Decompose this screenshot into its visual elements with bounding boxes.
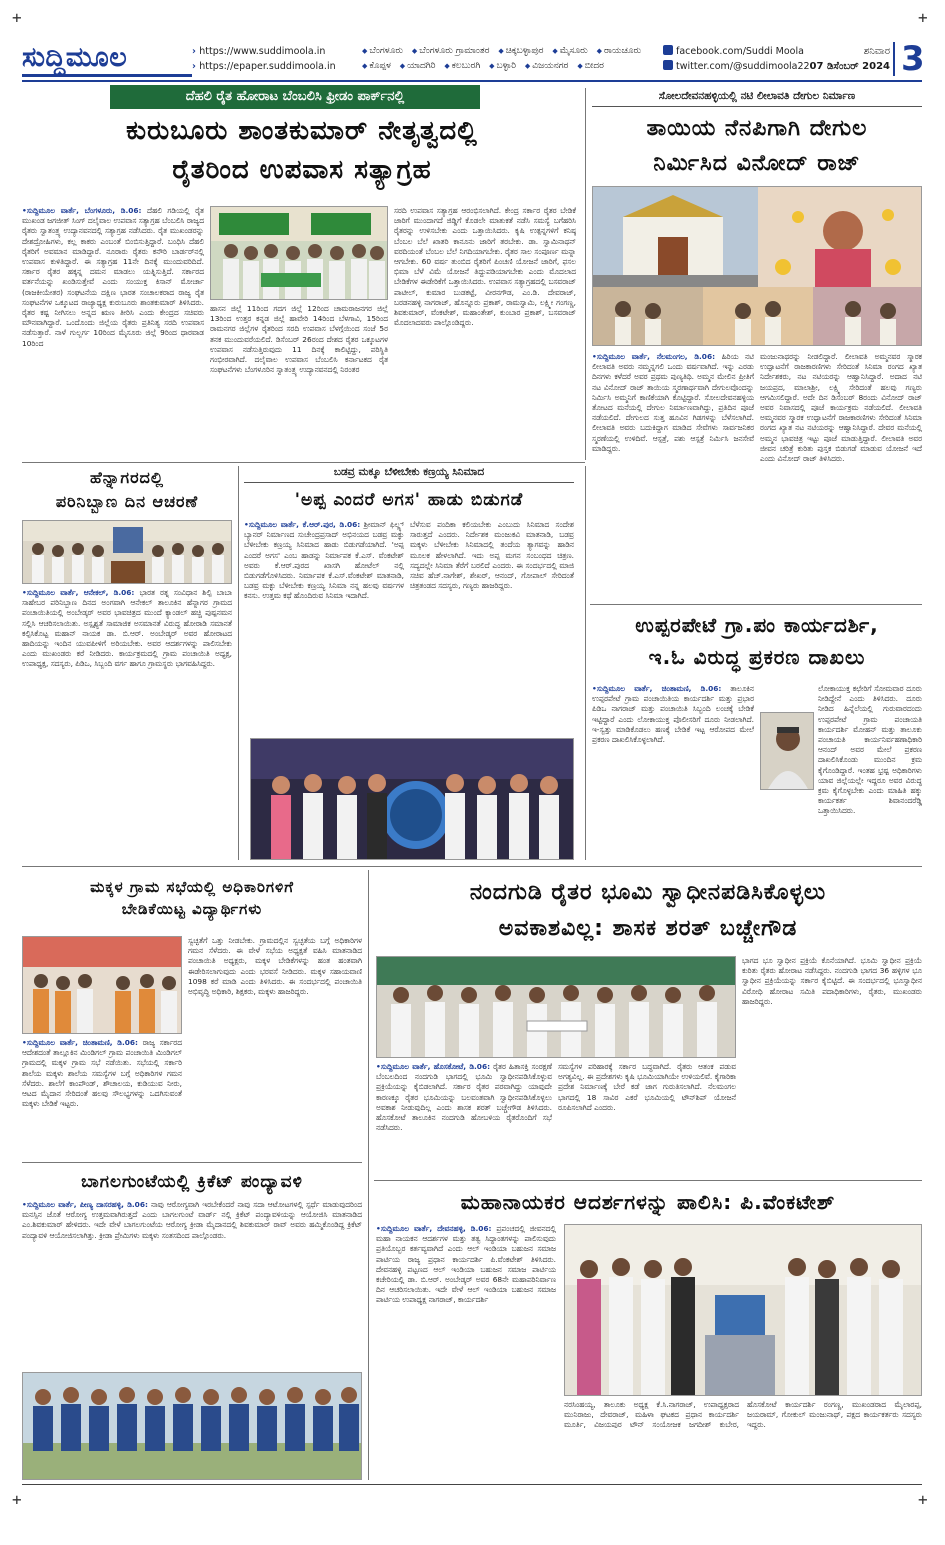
city-item: ◆ ಯಾದಗಿರಿ <box>400 61 436 71</box>
registration-mark: + <box>12 8 22 27</box>
story6-column-1 <box>22 1038 182 1154</box>
story7-body <box>22 1200 362 1364</box>
story3-byline: •ಸುದ್ದಿಮೂಲ ವಾರ್ತೆ, ಆನೇಕಲ್, ಡಿ.06: <box>22 588 135 597</box>
story7-headline: ಬಾಗಲಗುಂಟೆಯಲ್ಲಿ ಕ್ರಿಕೆಟ್ ಪಂದ್ಯಾವಳಿ <box>81 1172 303 1192</box>
story8-column-2: ಸಮಸ್ಯೆಗಳ ಪರಿಹಾರಕ್ಕೆ ಸರ್ಕಾರ ಬದ್ಧವಾಗಿದೆ. ರೈತರು ಆತಂಕ ಪಡುವ ಅಗತ್ಯವಿಲ್ಲ. ಈ ಪ್ರದೇಶಗಳು ಕೃಷಿ ಭೂಮಿಯಾಗಿಯೇ ಉಳಿಯಲಿವೆ. ಕೈಗಾರಿಕಾ ಪ್ರದೇಶ ನಿರ್ಮಾಣಕ್ಕೆ ಬೇರೆ ಕಡೆ ಜಾಗ ಗುರುತಿಸಲಾಗಿದೆ. ನೆಲಮಂಗಲ ಭಾಗದಲ್ಲಿ 18 ಸಾವಿರ ಎಕರೆ ಭೂಮಿಯಲ್ಲಿ ಟೌನ್‌ಶಿಪ್ ಯೋಜನೆ ರೂಪಿಸಲಾಗಿದೆ ಎಂದರು. <box>558 1062 736 1112</box>
story8-photo <box>376 956 736 1058</box>
story8-byline: •ಸುದ್ದಿಮೂಲ ವಾರ್ತೆ, ಹೊಸಕೋಟೆ, ಡಿ.06: <box>376 1062 491 1071</box>
story2-headline-line1: ತಾಯಿಯ ನೆನಪಿಗಾಗಿ ದೇಗುಲ <box>646 116 868 141</box>
page-bottom-rule <box>22 1484 922 1485</box>
ambedkar-anniversary-photo <box>565 1225 922 1396</box>
city-item: ◆ ಬೆಂಗಳೂರು ಗ್ರಾಮಾಂತರ <box>412 46 490 56</box>
story2-column-2: ಮಂಜುನಾಥರನ್ನು ನೀಡಲಿದ್ದಾರೆ. ಲೀಲಾವತಿ ಅಮ್ಮನವರ ಸ್ಮಾರಕ ಉದ್ಘಾಟನೆಗೆ ರಾಜಕಾರಣಿಗಳು ಸೇರಿದಂತೆ ಸಿನಿಮಾ ರಂಗದ ಖ್ಯಾತ ನಿರ್ದೇಶಕರು, ನಟ ನಟಿಯರನ್ನು ಆಹ್ವಾನಿಸಿದ್ದಾರೆ. ಅದಾದ ನಟಿ ಜಯಪ್ರದ, ಮಾಲಾಶ್ರೀ, ಲಕ್ಷ್ಮಿ ಸೇರಿದಂತೆ ಹಲವು ಗಣ್ಯರು ಆಗಮಿಸಲಿದ್ದಾರೆ. ಅದೇ ದಿನ ಡಿಸೆಂಬರ್ 8ರಂದು ವಿನೋದ್ ರಾಜ್ ಅವರ ನಿವಾಸದಲ್ಲಿ ಪೂಜೆ ಕಾರ್ಯಕ್ರಮ ನಡೆಯಲಿದೆ. ಲೀಲಾವತಿ ಅಮ್ಮನವರ ಸ್ಮಾರಕ ಉದ್ಘಾಟನೆಗೆ ರಾಜಕಾರಣಿಗಳು ಸೇರಿದಂತೆ ಸಿನಿಮಾ ರಂಗದ ಖ್ಯಾತ ನಟ ನಟಿಯರನ್ನು ಆಹ್ವಾನಿಸಿದ್ದಾರೆ. ದೇವರ ಮನೆಯಲ್ಲಿ ಅಮ್ಮನ ಭಾವಚಿತ್ರ ಇಟ್ಟು ಪೂಜೆ ಮಾಡುತ್ತಿದ್ದಾರೆ. ಲೀಲಾವತಿ ಅವರ ಜೀವನ ಚರಿತ್ರೆ ಕುರಿತು ಪುಸ್ತಕ ಬಿಡುಗಡೆ ಮಾಡುವ ಯೋಜನೆ ಇದೆ ಎಂದು ವಿನೋದ್ ರಾಜ್ ತಿಳಿಸಿದರು. <box>760 352 922 464</box>
issue-date-text: 07 ಡಿಸೆಂಬರ್ 2024 <box>809 61 890 72</box>
story4-headline: 'ಅಪ್ಪ ಎಂದರೆ ಅಗಸ' ಹಾಡು ಬಿಡುಗಡೆ <box>294 490 524 510</box>
issue-date <box>810 44 890 74</box>
story5-headline-line2: ಇ.ಓ ವಿರುದ್ಧ ಪ್ರಕರಣ ದಾಖಲು <box>648 645 866 669</box>
complainant-portrait <box>761 713 814 790</box>
logo-underline <box>22 74 192 77</box>
divider <box>22 462 585 463</box>
registration-mark: + <box>918 8 928 27</box>
divider <box>368 870 369 1480</box>
story2-column-1 <box>592 352 754 604</box>
story1-photo <box>210 206 388 300</box>
story8-column-1 <box>376 1062 552 1174</box>
divider <box>238 466 239 860</box>
story5-column-1 <box>592 684 754 860</box>
story3-headline-line2: ಪರಿನಿಬ್ಬಾಣ ದಿನ ಆಚರಣೆ <box>55 492 199 511</box>
story6-byline: •ಸುದ್ದಿಮೂಲ ವಾರ್ತೆ, ಚಿಂತಾಮಣಿ, ಡಿ.06: <box>22 1038 139 1047</box>
city-item: ◆ ಚಿಕ್ಕಬಳ್ಳಾಪುರ <box>498 46 543 56</box>
issue-day: ಶನಿವಾರ <box>863 46 890 57</box>
story9-column-1 <box>376 1224 556 1480</box>
story8-headline-line1: ನಂದಗುಡಿ ರೈತರ ಭೂಮಿ ಸ್ವಾಧೀನಪಡಿಸಿಕೊಳ್ಳಲು <box>469 880 827 905</box>
story1-kicker: ದೆಹಲಿ ರೈತ ಹೋರಾಟ ಬೆಂಬಲಿಸಿ ಫ್ರೀಡಂ ಪಾರ್ಕ್‌ನಲ್ಲಿ <box>110 85 480 109</box>
story5-photo <box>760 712 814 790</box>
twitter-icon <box>663 60 673 70</box>
city-item: ◆ ಕಲಬುರಗಿ <box>444 61 480 71</box>
story1-column-2: ಹಾಸನ ಜಿಲ್ಲೆ 11ರಿಂದ ಗದಗ ಜಿಲ್ಲೆ 12ರಿಂದ ಚಾಮರಾಜನಗರ ಜಿಲ್ಲೆ 13ರಿಂದ ಉತ್ತರ ಕನ್ನಡ ಜಿಲ್ಲೆ ಹಾವೇರಿ 14ರಿಂದ ಬೆಳಗಾವಿ, 15ರಿಂದ ರಾಮನಗರ ಜಿಲ್ಲೆಗಳ ರೈತರಿಂದ ಸರದಿ ಉಪವಾಸ ಬೆಳಗ್ಗೆಯಿಂದ ಸಂಜೆ 5ರ ತನಕ ಮುಂದುವರೆಯಲಿದೆ. ಡಿಸೆಂಬರ್ 26ರಂದ ದೇಶದ ರೈತರ ಒಕ್ಕೂಟಗಳ ಉಪವಾಸ ನಡೆಸುತ್ತಿರುವುದು 11 ದಿನಕ್ಕೆ ಕಾಲಿಟ್ಟಿದ್ದು, ಪರಿಸ್ಥಿತಿ ಗಂಭೀರವಾಗಿದೆ. ದಲೈವಾಲ ಉಪವಾಸ ಬೆಂಬಲಿಸಿ ಕರ್ನಾಟಕದ ರೈತ ಸಂಘಟನೆಗಳು ಬೆಂಗಳೂರಿನ ಸ್ವಾತಂತ್ರ್ಯ ಉದ್ಯಾನವನದಲ್ಲಿ ನಿರಂತರ <box>210 304 388 375</box>
story5-column-2: ಲೋಕಾಯುಕ್ತ ಕಛೇರಿಗೆ ಸೋಮವಾರ ದೂರು ನೀಡಿದ್ದೇನೆ ಎಂದು ತಿಳಿಸಿದರು. ದೂರು ನೀಡಿದ ಹಿನ್ನೆಲೆಯಲ್ಲಿ ಗುರುವಾರದಂದು ಉಪ್ಪರಪೇಟೆ ಗ್ರಾಮ ಪಂಚಾಯತಿ ಕಾರ್ಯದರ್ಶಿ ಮೋಹನ್ ಮತ್ತು ತಾಲೂಕು ಪಂಚಾಯತಿ ಕಾರ್ಯನಿರ್ವಹಣಾಧಿಕಾರಿ ಆನಂದ್ ಅವರ ಮೇಲೆ ಪ್ರಕರಣ ದಾಖಲಿಸಿಕೊಂಡು ಮುಂದಿನ ಕ್ರಮ ಕೈಗೊಂಡಿದ್ದಾರೆ. ಇಂತಹ ಭ್ರಷ್ಟ ಅಧಿಕಾರಿಗಳು ಯಾವ ಜಿಲ್ಲೆಯಲ್ಲೇ ಇದ್ದರೂ ಅವರ ವಿರುದ್ಧ ಕ್ರಮ ಕೈಗೊಳ್ಳಬೇಕು ಎಂದು ಮಾಹಿತಿ ಹಕ್ಕು ಕಾರ್ಯಕರ್ತ ಶಿವಾನಂದರೆಡ್ಡಿ ಒತ್ತಾಯಿಸಿದರು. <box>818 684 922 816</box>
story1-headline-line1: ಕುರುಬೂರು ಶಾಂತಕುಮಾರ್ ನೇತೃತ್ವದಲ್ಲಿ <box>126 116 478 146</box>
story9-photo <box>564 1224 922 1396</box>
story1-byline: •ಸುದ್ದಿಮೂಲ ವಾರ್ತೆ, ಬೆಂಗಳೂರು, ಡಿ.06: <box>22 206 142 215</box>
story6-headline-line2: ಬೇಡಿಕೆಯಿಟ್ಟ ವಿದ್ಯಾರ್ಥಿಗಳು <box>121 900 263 918</box>
story8-headline-line2: ಅವಕಾಶವಿಲ್ಲ: ಶಾಸಕ ಶರತ್ ಬಚ್ಚೇಗೌಡ <box>498 916 798 941</box>
story3-photo <box>22 520 232 584</box>
social-links <box>663 44 810 74</box>
story6-body-1: ರಾಜ್ಯ ಸರ್ಕಾರದ ಆದೇಶದಂತೆ ತಾಲ್ಲೂಕಿನ ಮಿಂಡಿಗಲ್ ಗ್ರಾಮ ಪಂಚಾಯಿತಿ ಮಿಂಡಿಗಲ್ ಗ್ರಾಮದಲ್ಲಿ ಮಕ್ಕಳ ಗ್ರಾಮ ಸಭೆ ನಡೆಯಿತು. ಸಭೆಯಲ್ಲಿ ಸರ್ಕಾರಿ ಶಾಲೆಯ ಮಕ್ಕಳು ಶಾಲೆಯ ಸಮಸ್ಯೆಗಳ ಬಗ್ಗೆ ಅಧಿಕಾರಿಗಳ ಗಮನ ಸೆಳೆದರು. ಶಾಲೆಗೆ ಕಾಂಪೌಂಡ್, ಶೌಚಾಲಯ, ಕುಡಿಯುವ ನೀರು, ಆಟದ ಮೈದಾನ ಸೇರಿದಂತೆ ಹಲವು ಸೌಲಭ್ಯಗಳನ್ನು ಒದಗಿಸುವಂತೆ ಮಕ್ಕಳು ಬೇಡಿಕೆ ಇಟ್ಟರು. <box>22 1038 182 1109</box>
epaper-link[interactable]: › https://epaper.suddimoola.in <box>192 59 336 74</box>
story3-body <box>22 588 232 858</box>
story3-text: ಭಾರತ ರತ್ನ ಸಂವಿಧಾನ ಶಿಲ್ಪಿ ಬಾಬಾ ಸಾಹೇಬರ ಪರಿನಿಬ್ಬಾಣ ದಿನದ ಅಂಗವಾಗಿ ಆನೇಕಲ್ ತಾಲೂಕಿನ ಹೆನ್ನಾಗರ ಗ್ರಾಮದ ಪಂಚಾಯಿತಿಯಲ್ಲಿ ಅಂಬೇಡ್ಕರ್ ಅವರ ಭಾವಚಿತ್ರದ ಮುಂದೆ ಕ್ಯಾಂಡಲ್ ಹಚ್ಚಿ ಪುಷ್ಪನಮನ ಸಲ್ಲಿಸಿ ಆಚರಿಸಲಾಯಿತು. ಅಸ್ಪೃಶ್ಯತೆ ಸಾಮಾಜಿಕ ಅಸಮಾನತೆ ವಿರುದ್ಧ ಹೋರಾಡಿ ಸಮಾನತೆ ಕಲ್ಪಿಸಿಕೊಟ್ಟ ಮಹಾನ್ ನಾಯಕ ಡಾ. ಬಿ.ಆರ್. ಅಂಬೇಡ್ಕರ್ ಅವರ ಹೋರಾಟದ ಹಾದಿಯನ್ನು ಇಂದಿನ ಯುವಪೀಳಿಗೆ ಅರಿಯಬೇಕು. ಅವರ ಆದರ್ಶಗಳನ್ನು ಪಾಲಿಸಬೇಕು ಎಂದು ಮುಖಂಡರು ಕರೆ ನೀಡಿದರು. ಕಾರ್ಯಕ್ರಮದಲ್ಲಿ ಗ್ರಾಮ ಪಂಚಾಯಿತಿ ಅಧ್ಯಕ್ಷ, ಉಪಾಧ್ಯಕ್ಷ, ಸದಸ್ಯರು, ಪಿಡಿಒ, ಸಿಬ್ಬಂದಿ ವರ್ಗ ಹಾಗೂ ಗ್ರಾಮಸ್ಥರು ಭಾಗವಹಿಸಿದ್ದರು. <box>22 588 232 669</box>
story5-byline: •ಸುದ್ದಿಮೂಲ ವಾರ್ತೆ, ಚಿಂತಾಮಣಿ, ಡಿ.06: <box>592 684 722 693</box>
story8-body-1: ರೈತರ ಹಿತಾಸಕ್ತಿ ಸಂರಕ್ಷಣೆ ಬೆಂಬಲದಿಂದ ನಂದಗುಡಿ ಭಾಗದಲ್ಲಿ ಭೂಮಿ ಸ್ವಾಧೀನಪಡಿಸಿಕೊಳ್ಳುವ ಪ್ರಕ್ರಿಯೆಯನ್ನು ಕೈಬಿಡಲಾಗಿದೆ. ಸರ್ಕಾರ ರೈತರ ಪರವಾಗಿದ್ದು ಯಾವುದೇ ಕಾರಣಕ್ಕೂ ರೈತರ ಭೂಮಿಯನ್ನು ಬಲವಂತವಾಗಿ ಸ್ವಾಧೀನಪಡಿಸಿಕೊಳ್ಳಲು ಅವಕಾಶ ನೀಡುವುದಿಲ್ಲ ಎಂದು ಶಾಸಕ ಶರತ್ ಬಚ್ಚೇಗೌಡ ತಿಳಿಸಿದರು. ಹೊಸಕೋಟೆ ತಾಲೂಕಿನ ನಂದಗುಡಿ ಹೋಬಳಿಯ ರೈತರೊಂದಿಗೆ ಸಭೆ ನಡೆಸಿದರು. <box>376 1062 552 1133</box>
story7-photo <box>22 1372 362 1480</box>
story9-body-1: ಪ್ರಪಂಚದಲ್ಲಿ ಜೀವನದಲ್ಲಿ ಮಹಾ ನಾಯಕನ ಆದರ್ಶಗಳ ಮತ್ತು ತತ್ವ ಸಿದ್ಧಾಂತಗಳನ್ನು ಪಾಲಿಸುವುದು ಪ್ರತಿಯೊಬ್ಬರ ಕರ್ತವ್ಯವಾಗಿದೆ ಎಂದು ಆಲ್ ಇಂಡಿಯಾ ಬಹುಜನ ಸಮಾಜ ಪಾರ್ಟಿಯ ರಾಜ್ಯ ಪ್ರಧಾನ ಕಾರ್ಯದರ್ಶಿ ಪಿ.ವೆಂಕಟೇಶ್ ತಿಳಿಸಿದರು. ದೇವನಹಳ್ಳಿ ಪಟ್ಟಣದ ಆಲ್ ಇಂಡಿಯಾ ಬಹುಜನ ಸಮಾಜ ಪಾರ್ಟಿಯ ಕಚೇರಿಯಲ್ಲಿ ಡಾ. ಬಿ.ಆರ್. ಅಂಬೇಡ್ಕರ್ ಅವರ 68ನೇ ಮಹಾಪರಿನಿರ್ವಾಣ ದಿನ ಆಚರಿಸಲಾಯಿತು. ಇದೇ ವೇಳೆ ಆಲ್ ಇಂಡಿಯಾ ಬಹುಜನ ಸಮಾಜ ಪಾರ್ಟಿಯ ಉಪಾಧ್ಯಕ್ಷ ನಾಗರಾಜ್, ಕಾರ್ಯದರ್ಶಿ <box>376 1224 556 1305</box>
story1-headline-line2: ರೈತರಿಂದ ಉಪವಾಸ ಸತ್ಯಾಗ್ರಹ <box>172 155 432 185</box>
divider <box>590 604 922 605</box>
story1-column-1 <box>22 206 204 458</box>
city-item: ◆ ಬೆಂಗಳೂರು <box>362 46 403 56</box>
farmers-protest-photo <box>211 207 388 300</box>
website-links <box>192 44 336 74</box>
story4-photo <box>250 738 574 860</box>
story8-column-3: ಭಾಗದ ಭೂ ಸ್ವಾಧೀನ ಪ್ರಕ್ರಿಯೆ ಕೊನೆಯಾಗಿದೆ. ಭೂಮಿ ಸ್ವಾಧೀನ ಪ್ರಕ್ರಿಯೆ ಕುರಿತು ರೈತರು ಹೋರಾಟ ನಡೆಸಿದ್ದರು. ನಂದಗುಡಿ ಭಾಗದ 36 ಹಳ್ಳಿಗಳ ಭೂ ಸ್ವಾಧೀನ ಪ್ರಕ್ರಿಯೆಯನ್ನು ಸರ್ಕಾರ ಕೈಬಿಟ್ಟಿದೆ. ಈ ಸಂದರ್ಭದಲ್ಲಿ ಭೂಸ್ವಾಧೀನ ವಿರೋಧಿ ಹೋರಾಟ ಸಮಿತಿ ಪದಾಧಿಕಾರಿಗಳು, ರೈತರು, ಮುಖಂಡರು ಹಾಜರಿದ್ದರು. <box>742 956 922 1006</box>
city-item: ◆ ವಿಜಯನಗರ <box>525 61 569 71</box>
story4-column-1 <box>244 520 404 732</box>
story6-photo <box>22 936 182 1034</box>
divider <box>585 88 586 460</box>
city-item: ◆ ರಾಯಚೂರು <box>597 46 641 56</box>
story9-byline: •ಸುದ್ದಿಮೂಲ ವಾರ್ತೆ, ದೇವನಹಳ್ಳಿ, ಡಿ.06: <box>376 1224 492 1233</box>
city-item: ◆ ಬಳ್ಳಾರಿ <box>489 61 516 71</box>
story9-headline: ಮಹಾನಾಯಕರ ಆದರ್ಶಗಳನ್ನು ಪಾಲಿಸಿ: ಪಿ.ವೆಂಕಟೇಶ್ <box>460 1190 836 1214</box>
song-release-photo <box>251 739 574 860</box>
story4-kicker: ಬಡವ್ರ ಮಕ್ಕೂ ಬೆಳೀಬೇಕು ಕಣ್ರಯ್ಯ ಸಿನಿಮಾದ <box>244 466 574 483</box>
story2-byline: •ಸುದ್ದಿಮೂಲ ವಾರ್ತೆ, ನೆಲಮಂಗಲ, ಡಿ.06: <box>592 352 716 361</box>
divider <box>22 1162 362 1163</box>
story3-headline-line1: ಹೆನ್ನಾಗರದಲ್ಲಿ <box>90 468 164 487</box>
story9-caption: ನರಸಿಂಹಯ್ಯ, ತಾಲೂಕು ಅಧ್ಯಕ್ಷ ಕೆ.ಸಿ.ನಾಗರಾಜ್, ಉಪಾಧ್ಯಕ್ಷರಾದ ಮುನಿರಾಜು, ದೇವರಾಜ್, ಮಹಿಳಾ ಘಟಕದ ಪ್ರಧಾನ ಕಾರ್ಯದರ್ಶಿ ಮೂರ್ತಿ, ವಿಜಯಪುರ ಟೌನ್ ಸಂಯೋಜಕ ಜಗದೀಶ್ ಕುಬೇರ, ಹೊಸಕೋಟೆ ಕಾರ್ಯದರ್ಶಿ ರಂಗಣ್ಣ, ಮುಖಂಡರಾದ ಮೈಲಾರಪ್ಪ, ಜಯರಾಮ್, ಗೋಕುಲ್ ಮಂಜುನಾಥ್, ಪಕ್ಷದ ಕಾರ್ಯಕರ್ತರು ಸದಸ್ಯರು ಇದ್ದರು. <box>564 1400 922 1430</box>
divider <box>374 1180 922 1181</box>
page-number: 3 <box>893 42 925 76</box>
story5-headline-line1: ಉಪ್ಪರಪೇಟೆ ಗ್ರಾ.ಪಂ ಕಾರ್ಯದರ್ಶಿ, <box>635 613 879 637</box>
divider <box>585 466 586 860</box>
story7-byline: •ಸುದ್ದಿಮೂಲ ವಾರ್ತೆ, ಪೀಣ್ಯ ದಾಸರಹಳ್ಳಿ, ಡಿ.06: <box>22 1200 148 1209</box>
city-item: ◆ ಕೊಪ್ಪಳ <box>362 61 391 71</box>
story2-kicker: ಸೋಲದೇವನಹಳ್ಳಿಯಲ್ಲಿ ನಟಿ ಲೀಲಾವತಿ ದೇಗುಲ ನಿರ್ಮಾಣ <box>592 90 922 107</box>
story2-headline-line2: ನಿರ್ಮಿಸಿದ ವಿನೋದ್ ರಾಜ್ <box>653 151 861 176</box>
ambedkar-tribute-photo <box>23 521 232 584</box>
mla-meeting-photo <box>377 957 736 1058</box>
story4-byline: •ಸುದ್ದಿಮೂಲ ವಾರ್ತೆ, ಕೆ.ಆರ್.ಪುರ, ಡಿ.06: <box>244 520 361 529</box>
facebook-link[interactable]: facebook.com/Suddi Moola <box>676 46 804 57</box>
students-meeting-photo <box>23 937 182 1034</box>
masthead-rule <box>22 80 922 82</box>
registration-mark: + <box>918 1490 928 1509</box>
twitter-link[interactable]: twitter.com/@suddimoola22 <box>676 61 810 72</box>
city-editions <box>362 44 662 74</box>
story4-column-2: ಬೆಳೆಸುವ ಪಂದಿಕಾ ಕಲಿಯಬೇಕು ಎಂಬುದು ಸಿನಿಮಾದ ಸಂದೇಶ ಸಾರುತ್ತದೆ ಎಂದರು. ನಿರ್ದೇಶಕ ಮಂಜುಕವಿ ಮಾತನಾಡಿ, ಬಡವ್ರ ಮಕ್ಕಳು ಬೆಳೀಬೇಕು ಸಿನಿಮಾದಲ್ಲಿ ತಂದೆಯ ತ್ಯಾಗವನ್ನು ಹಾಡಿನ ಮೂಲಕ ಹೇಳಲಾಗಿದೆ. ಇದು ಅಪ್ಪ ಮಗನ ಸಂಬಂಧದ ಚಿತ್ರಣ. ಸದ್ಯದಲ್ಲೇ ಸಿನಿಮಾ ತೆರೆಗೆ ಬರಲಿದೆ ಎಂದರು. ಈ ಸಂದರ್ಭದಲ್ಲಿ ಮಾಜಿ ಸಚಿವ ಹೆಚ್.ನಾಗೇಶ್, ಶೇಖರ್, ಆನಂದ್, ಗೋಪಾಲ್ ಸೇರಿದಂತೆ ಚಿತ್ರತಂಡದ ಸದಸ್ಯರು, ಗಣ್ಯರು ಹಾಜರಿದ್ದರು. <box>410 520 574 591</box>
story7-text: ನಾವು ಆರೋಗ್ಯವಾಗಿ ಇರಬೇಕೆಂದರೆ ನಾವು ಸದಾ ಆಟೋಟಗಳಲ್ಲಿ ಸ್ಪರ್ಧೆ ಮಾಡುವುದರಿಂದ ಮನಸ್ಸಿನ ಜೊತೆ ಆರೋಗ್ಯ ಉತ್ತಮವಾಗಿರುತ್ತದೆ ಎಂದು ಬಾಗಲಗುಂಟೆ ವಾರ್ಡ್ ನಲ್ಲಿ ಕ್ರಿಕೆಟ್ ಪಂದ್ಯಾವಳಿಯನ್ನು ಆಯೋಜಿಸಿ ಮಾತನಾಡಿದ ಎಂ.ಶಿವಕುಮಾರ್ ಹೇಳಿದರು. ಇದೇ ವೇಳೆ ಬಾಗಲಗುಂಟೆಯ ಆರೋಗ್ಯ ಕ್ರೀಡಾ ಮೈದಾನದಲ್ಲಿ ಶಿವಕುಮಾರ್ ರಾವ್ ಅವರು ಹಮ್ಮಿಕೊಂಡಿದ್ದ ಕ್ರಿಕೆಟ್ ಪಂದ್ಯಾವಳಿ ಆಯೋಜಿಸಲಾಗಿತ್ತು. ಕ್ರೀಡಾ ಪ್ರೇಮಿಗಳು ಮಕ್ಕಳು ಸಂತಸದಿಂದ ಪಾಲ್ಗೊಂಡರು. <box>22 1200 362 1240</box>
story6-column-2: ಸ್ವಚ್ಛತೆಗೆ ಒತ್ತು ನೀಡಬೇಕು. ಗ್ರಾಮದಲ್ಲಿನ ಸ್ವಚ್ಛತೆಯ ಬಗ್ಗೆ ಅಧಿಕಾರಿಗಳ ಗಮನ ಸೆಳೆದರು. ಈ ವೇಳೆ ಸಭೆಯ ಅಧ್ಯಕ್ಷತೆ ವಹಿಸಿ ಮಾತನಾಡಿದ ಪಂಚಾಯಿತಿ ಅಧ್ಯಕ್ಷರು, ಮಕ್ಕಳ ಬೇಡಿಕೆಗಳನ್ನು ಹಂತ ಹಂತವಾಗಿ ಈಡೇರಿಸಲಾಗುವುದು ಎಂದು ಭರವಸೆ ನೀಡಿದರು. ಮಕ್ಕಳ ಸಹಾಯವಾಣಿ 1098 ಕರೆ ಮಾಡಿ ಎಂದು ತಿಳಿಸಿದರು. ಈ ಸಂದರ್ಭದಲ್ಲಿ ಪಂಚಾಯಿತಿ ಅಭಿವೃದ್ಧಿ ಅಧಿಕಾರಿ, ಶಿಕ್ಷಕರು, ಮಕ್ಕಳು ಹಾಜರಿದ್ದರು. <box>188 936 362 997</box>
registration-mark: + <box>12 1490 22 1509</box>
story2-photo <box>592 186 922 346</box>
city-item: ◆ ಮೈಸೂರು <box>552 46 587 56</box>
story1-column-3: ಸರದಿ ಉಪವಾಸ ಸತ್ಯಾಗ್ರಹ ಆರಂಭಿಸಲಾಗಿದೆ. ಕೇಂದ್ರ ಸರ್ಕಾರ ರೈತರ ಬೇಡಿಕೆ ಜಾರಿಗೆ ಮುಂದಾಗದೆ ಜಿಡ್ಡಿಗೆ ಕೊಡಲೇ ಮಾತುಕತೆ ನಡೆಸಿ ಸಮಸ್ಯೆ ಬಗೆಹರಿಸಿ ರೈತರನ್ನು ಉಳಿಸಬೇಕು ಎಂದು ಒತ್ತಾಯಿಸಿದರು. ಕೃಷಿ ಉತ್ಪನ್ನಗಳಿಗೆ ಕನಿಷ್ಠ ಬೆಂಬಲ ಬೆಲೆ ಖಾತರಿ ಕಾನೂನು ಜಾರಿಗೆ ತರಬೇಕು. ಡಾ. ಸ್ವಾಮಿನಾಥನ್ ವರದಿಯಂತೆ ಬೆಂಬಲ ಬೆಲೆ ನಿಗದಿಯಾಗಬೇಕು. ರೈತರ ಸಾಲ ಸಂಪೂರ್ಣ ಮನ್ನಾ ಆಗಬೇಕು. 60 ವರ್ಷ ತುಂಬಿದ ರೈತರಿಗೆ ಪಿಂಚಣಿ ಯೋಜನೆ ಜಾರಿಗೆ, ಫಸಲ ಭಿಮಾ ಬೆಳೆ ವಿಮೆ ಯೋಜನೆ ತಿದ್ದುಪಡಿಯಾಗಬೇಕು ಎಂದು ಮೊದಲಾದ ಬೇಡಿಕೆಗಳ ಈಡೇರಿಕೆಗೆ ಒತ್ತಾಯಿಸಿದರು. ಉಪವಾಸ ಸತ್ಯಾಗ್ರಹದಲ್ಲಿ ಬಸವರಾಜ್ ಪಾಟೀಲ್, ಕುಮಾರ ಬುಡಕಟ್ಟೆ, ವೀರನಗೌಡ, ಎಂ.ಡಿ. ದೇವರಾಜ್, ಬರಡನಹಳ್ಳಿ ನಾಗರಾಜ್, ಹೊನ್ನೂರು ಪ್ರಕಾಶ್, ರಾಮಸ್ವಾಮಿ, ಲಕ್ಷ್ಮೀ ಗಂಗಣ್ಣ, ಶಿವಕುಮಾರ್, ವೆಂಕಟೇಶ್, ಮಹಾಂತೇಶ್, ಕುಂಬಾರ ಪ್ರಕಾಶ್, ಬಸವರಾಜ್ ಮೊದಲಾದವರು ಪಾಲ್ಗೊಂಡಿದ್ದರು. <box>394 206 576 328</box>
story6-headline-line1: ಮಕ್ಕಳ ಗ್ರಾಮ ಸಭೆಯಲ್ಲಿ ಅಧಿಕಾರಿಗಳಿಗೆ <box>90 878 294 896</box>
story2-body-1: ಹಿರಿಯ ನಟಿ ಲೀಲಾವತಿ ಅವರು ನಮ್ಮನ್ನಗಲಿ ಒಂದು ವರ್ಷವಾಗಿದೆ. ಇನ್ನು ಎರಡು ದಿನಗಳು ಕಳೆದರೆ ಅವರ ಪ್ರಥಮ ಪುಣ್ಯತಿಥಿ. ಅಮ್ಮನ ಮೇಲಿನ ಪ್ರೀತಿಗೆ ನಟ ವಿನೋದ್ ರಾಜ್ ತಾಯಿಯ ಸ್ಮರಣಾರ್ಥವಾಗಿ ದೇಗುಲವೊಂದನ್ನು ನಿರ್ಮಿಸಿ ಅಮ್ಮನಿಗೆ ಕಾಣಿಕೆಯಾಗಿ ಕೊಟ್ಟಿದ್ದಾರೆ. ಸೋಲದೇವನಹಳ್ಳಿಯ ತೋಟದ ಮನೆಯಲ್ಲಿ ದೇಗುಲ ನಿರ್ಮಾಣವಾಗಿದ್ದು, ಪ್ರತಿದಿನ ಪೂಜೆ ನಡೆಯಲಿದೆ. ದೇಗುಲದ ಸುತ್ತ ಹೂವಿನ ಗಿಡಗಳನ್ನು ಬೆಳೆಸಲಾಗಿದೆ. ಲೀಲಾವತಿ ಅವರು ಬದುಕಿದ್ದಾಗ ಮಾಡಿದ ಸೇವೆಗಳು ಸಾರ್ವಜನಿಕರ ಸ್ಮರಣೆಯಲ್ಲಿ ಉಳಿದಿವೆ. ಆಸ್ಪತ್ರೆ, ಪಶು ಆಸ್ಪತ್ರೆ ನಿರ್ಮಿಸಿ ಜನಸೇವೆ ಮಾಡಿದ್ದರು. <box>592 352 754 453</box>
story4-body-1: ಶ್ರೀಮಾನ್ ಫಿಲ್ಡ್ಸ್ ಬ್ಯಾನರ್ ನಿರ್ಮಾಣದ ಸುಚೇಂದ್ರಪ್ರಸಾದ್ ಅಭಿನಯದ ಬಡವ್ರ ಮಕ್ಳು ಬೆಳೀಬೇಕು ಕಣ್ರಯ್ಯ ಸಿನಿಮಾದ ಹಾಡು ಬಿಡುಗಡೆಯಾಗಿದೆ. 'ಅಪ್ಪ ಎಂದರೆ ಅಗಸ' ಎಂಬ ಹಾಡನ್ನು ನಿರ್ಮಾಪಕ ಕೆ.ಎಸ್. ವೆಂಕಟೇಶ್ ಅವರು ಕೆ.ಆರ್.ಪುರದ ಖಾಸಗಿ ಹೋಟೆಲ್ ನಲ್ಲಿ ಬಿಡುಗಡೆಗೊಳಿಸಿದರು. ನಿರ್ಮಾಪಕ ಕೆ.ಎಸ್.ವೆಂಕಟೇಶ್ ಮಾತನಾಡಿ, ಬಡವ್ರ ಮಕ್ಳು ಬೆಳೀಬೇಕು ಕಣ್ರಯ್ಯ ಸಿನಿಮಾ ನನ್ನ ಹಲವು ವರ್ಷಗಳ ಕನಸು. ಉತ್ತಮ ಕಥೆ ಹೊಂದಿರುವ ಸಿನಿಮಾ ಇದಾಗಿದೆ. <box>244 520 404 601</box>
temple-photo-collage <box>593 187 922 346</box>
website-link[interactable]: › https://www.suddimoola.in <box>192 44 336 59</box>
masthead-logo: ಸುದ್ದಿಮೂಲ <box>22 42 128 73</box>
story1-body-1: ದೆಹಲಿ ಗಡಿಯಲ್ಲಿ ರೈತ ಮುಖಂಡ ಜಗಜೀತ್ ಸಿಂಗ್ ದಲೈವಾಲ ಉಪವಾಸ ಸತ್ಯಾಗ್ರಹ ಬೆಂಬಲಿಸಿ ರಾಜ್ಯದ ರೈತರು ಸ್ವಾತಂತ್ರ್ಯ ಉದ್ಯಾನವನದಲ್ಲಿ ಸತ್ಯಾಗ್ರಹ ನಡೆಸಿದರು. ರೈತ ಮುಖಂಡರನ್ನು ದೇಶದ್ರೋಹಿಗಳು, ಕಲ್ಲ ಕಾಕರು ಎಂಬಂತೆ ಬಿಂಬಿಸುತ್ತಿದ್ದಾರೆ. ಬಂಧಿಸಿ ದೆಹಲಿ ರೈತರಿಗೆ ಅವಮಾನ ಮಾಡಿದ್ದಾರೆ. ನೂರಾರು ರೈತರು ಕನೌರಿ ಬಾರ್ಡರ್‌ನಲ್ಲಿ ಉಪವಾಸ ಕುಳಿತಿದ್ದಾರೆ. ಈ ಸತ್ಯಾಗ್ರಹ 11ನೇ ದಿನಕ್ಕೆ ಮುಂದುವರಿದಿದೆ. ಸರ್ಕಾರ ರೈತರ ಹಕ್ಕನ್ನ ದಮನ ಮಾಡಲು ಯತ್ನಿಸುತ್ತಿದೆ. ಸರ್ಕಾರದ ವರ್ತನೆಯನ್ನು ಖಂಡಿಸುತ್ತೇವೆ ಎಂದು ಸಂಯುಕ್ತ ಕಿಸಾನ್ ಮೋರ್ಚಾ (ರಾಜಕೀಯೇತರ) ಸಂಘಟನೆಯ ದಕ್ಷಿಣ ಭಾರತ ಸಂಚಾಲಕರಾದ ರಾಜ್ಯ ರೈತ ಸಂಘಟನೆಗಳ ಒಕ್ಕೂಟದ ರಾಜ್ಯಾಧ್ಯಕ್ಷ ಕುರುಬೂರು ಶಾಂತಕುಮಾರ್ ತಿಳಿಸಿದರು. ರೈತರ ಕಷ್ಟ ನೀಗಿಸಲು ಅನ್ನದ ಋಣ ತೀರಿಸಿ ಎಂದು ಕೇಂದ್ರದ ಸಚಿವರು ಮೌನವಾಗಿದ್ದಾರೆ. ಒಂದೊಂದು ಜಿಲ್ಲೆಯ ರೈತರು ಪ್ರತಿನಿತ್ಯ ಸರದಿ ಉಪವಾಸ ನಡೆಸುತ್ತಾರೆ. ನಾಳೆ ಗುಲ್ಬರ್ಗ 10ರಿಂದ ಮೈಸೂರು ಜಿಲ್ಲೆ 9ರಿಂದ ಧಾರವಾಡ 10ರಿಂದ <box>22 206 204 348</box>
story5-body-1: ತಾಲೂಕಿನ ಉಪ್ಪರಪೇಟೆ ಗ್ರಾಮ ಪಂಚಾಯಿತಿಯ ಕಾರ್ಯದರ್ಶಿ ಮತ್ತು ಪ್ರಭಾರ ಪಿಡಿಒ ನಾಗರಾಜ್ ಮತ್ತು ಪಂಚಾಯಿತಿ ಸಿಬ್ಬಂದಿ ಲಂಚಕ್ಕೆ ಬೇಡಿಕೆ ಇಟ್ಟಿದ್ದಾರೆ ಎಂದು ಲೋಕಾಯುಕ್ತ ಪೊಲೀಸರಿಗೆ ದೂರು ನೀಡಲಾಗಿದೆ. ಇ-ಸ್ವತ್ತು ಮಾಡಿಕೊಡಲು ಹಣಕ್ಕೆ ಬೇಡಿಕೆ ಇಟ್ಟ ಆರೋಪದ ಮೇಲೆ ಪ್ರಕರಣ ದಾಖಲಿಸಿಕೊಳ್ಳಲಾಗಿದೆ. <box>592 684 754 745</box>
cricket-team-photo <box>23 1373 362 1480</box>
divider <box>22 866 922 867</box>
city-item: ◆ ಬೀದರ <box>577 61 604 71</box>
facebook-icon <box>663 45 673 55</box>
